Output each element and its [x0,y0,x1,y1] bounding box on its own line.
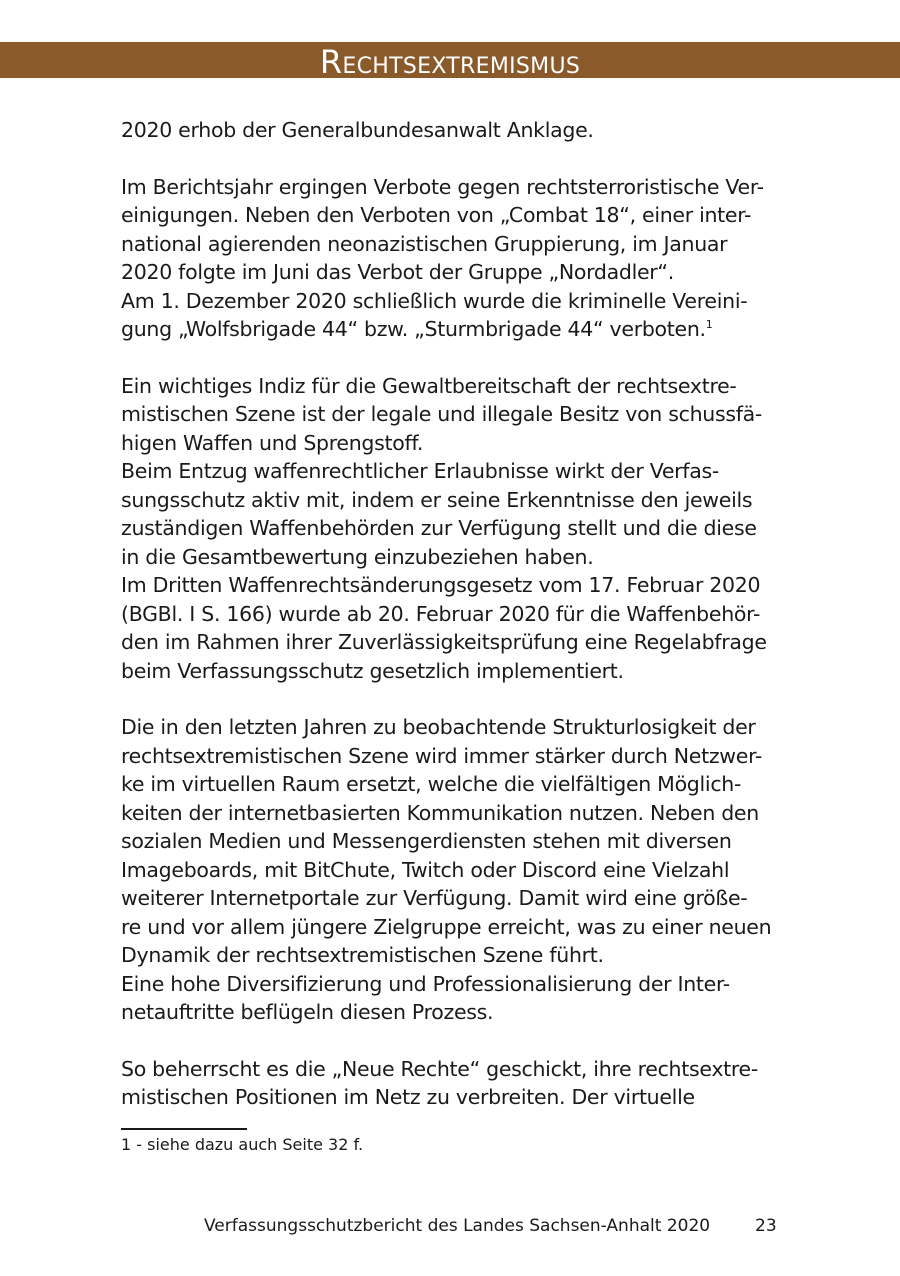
paragraph-1 [121,116,781,145]
text-line: (BGBl. I S. 166) wurde ab 20. Februar 2020 für die Waffenbehör- [121,601,761,626]
text-line: keiten der internetbasierten Kommunikation nutzen. Neben den [121,800,759,825]
footnote: 1 - siehe dazu auch Seite 32 f. [121,1135,364,1154]
text-line: rechtsextremistischen Szene wird immer stärker durch Netzwer- [121,743,762,768]
text-line: Imageboards, mit BitChute, Twitch oder Discord eine Vielzahl [121,857,730,882]
section-header-bar [0,42,900,81]
paragraph-5 [121,1055,781,1112]
text-line: Dynamik der rechtsextremistischen Szene führt. [121,943,604,967]
text-line: Beim Entzug waffenrechtlicher Erlaubnisse wirkt der Verfas- [121,459,719,483]
text-line: gung „Wolfsbrigade 44“ bzw. „Sturmbrigade 44“ verboten. [121,317,706,341]
body-text [121,116,781,1140]
text-line: den im Rahmen ihrer Zuverlässigkeitsprüfung eine Regelabfrage [121,630,767,654]
text-line: Ein wichtiges Indiz für die Gewaltbereitschaft der rechtsextre- [121,373,737,398]
text-line: in die Gesamtbewertung einzubeziehen haben. [121,544,594,569]
text-line: einigungen. Neben den Verboten von „Combat 18“, einer inter- [121,203,752,227]
text-line: Die in den letzten Jahren zu beobachtende Strukturlosigkeit der [121,715,756,739]
text-line: higen Waffen und Sprengstoff. [121,430,424,455]
text-line: Im Berichtsjahr ergingen Verbote gegen rechtsterroristische Ver- [121,174,764,199]
text-line: weiterer Internetportale zur Verfügung. Damit wird eine größe- [121,886,748,910]
text-line: mistischen Positionen im Netz zu verbreiten. Der virtuelle [121,1085,695,1109]
text-line-with-footnote [121,315,781,344]
text-line: So beherrscht es die „Neue Rechte“ geschickt, ihre rechtsextre- [121,1056,758,1081]
text-line: Im Dritten Waffenrechtsänderungsgesetz vom 17. Februar 2020 [121,573,761,597]
text-line: zuständigen Waffenbehörden zur Verfügung stellt und die diese [121,516,757,540]
page-number: 23 [755,1216,777,1236]
text-line: 2020 erhob der Generalbundesanwalt Anklage. [121,118,594,142]
section-title: Rechtsextremismus [319,43,581,81]
text-line: ke im virtuellen Raum ersetzt, welche die vielfältigen Möglich- [121,772,742,796]
text-line: beim Verfassungsschutz gesetzlich implementiert. [121,658,624,683]
text-line: netauftritte beflügeln diesen Prozess. [121,1000,494,1024]
footnote-ref: 1 [705,318,713,331]
text-line: national agierenden neonazistischen Gruppierung, im Januar [121,231,728,256]
text-line: 2020 folgte im Juni das Verbot der Gruppe „Nordadler“. [121,260,674,284]
footnote-separator [121,1128,247,1130]
text-line: mistischen Szene ist der legale und illegale Besitz von schussfä- [121,402,762,426]
footer-publication: Verfassungsschutzbericht des Landes Sachsen-Anhalt 2020 [204,1216,711,1236]
text-line: Eine hohe Diversifizierung und Professionalisierung der Inter- [121,971,730,996]
text-line: Am 1. Dezember 2020 schließlich wurde die kriminelle Vereini- [121,288,748,313]
text-line: sozialen Medien und Messengerdiensten stehen mit diversen [121,829,732,853]
text-line: re und vor allem jüngere Zielgruppe erreicht, was zu einer neuen [121,914,772,939]
paragraph-4 [121,713,781,1027]
paragraph-3 [121,372,781,686]
paragraph-2 [121,173,781,344]
text-line: sungsschutz aktiv mit, indem er seine Erkenntnisse den jeweils [121,487,753,512]
